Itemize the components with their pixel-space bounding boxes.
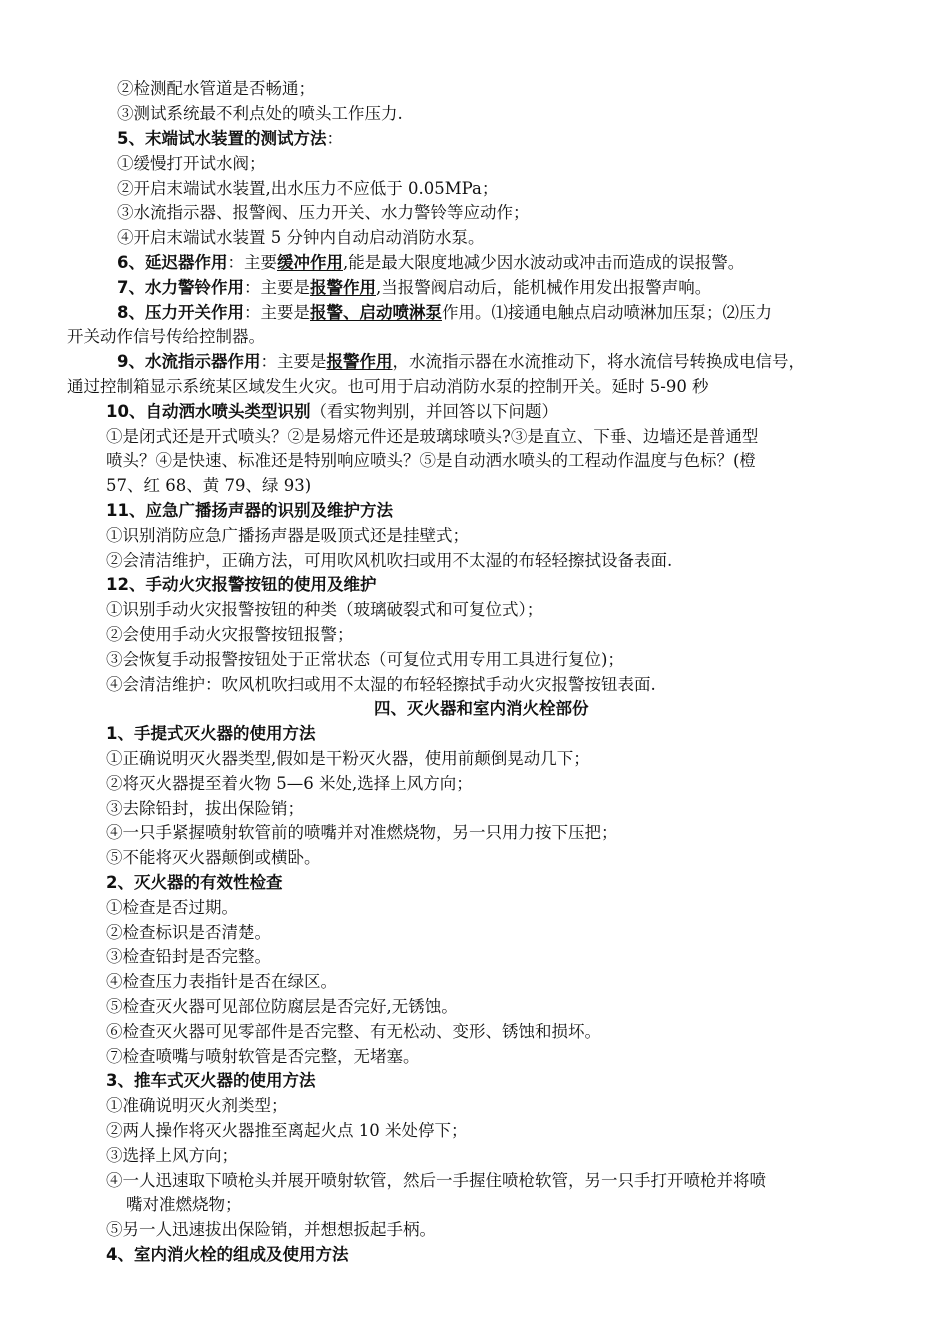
list-item: ④检查压力表指针是否在绿区。 xyxy=(106,972,337,991)
list-item: ①识别消防应急广播扬声器是吸顶式还是挂壁式； xyxy=(106,526,469,545)
list-item: ⑤检查灭火器可见部位防腐层是否完好,无锈蚀。 xyxy=(106,997,458,1016)
list-item: ⑤另一人迅速拔出保险销，并想想扳起手柄。 xyxy=(106,1220,436,1239)
emphasis-text: 缓冲作用 xyxy=(276,253,343,272)
body-text: 作用。⑴接通电触点启动喷淋加压泵；⑵压力 xyxy=(441,303,772,322)
list-item: ⑤不能将灭火器颠倒或横卧。 xyxy=(106,848,321,867)
paragraph xyxy=(117,301,772,325)
body-text: ：主要 xyxy=(227,253,277,272)
list-item: ②开启末端试水装置,出水压力不应低于 0.05MPa； xyxy=(117,179,499,198)
heading-text: 5、末端试水装置的测试方法 xyxy=(117,129,327,148)
section-heading xyxy=(106,400,558,424)
list-item: ①检查是否过期。 xyxy=(106,898,238,917)
list-item: ②两人操作将灭火器推至离起火点 10 米处停下； xyxy=(106,1121,468,1140)
section-heading: 3、推车式灭火器的使用方法 xyxy=(106,1071,316,1090)
heading-colon: ： xyxy=(326,129,343,148)
list-item: ①缓慢打开试水阀； xyxy=(117,154,266,173)
list-item: ③水流指示器、报警阀、压力开关、水力警铃等应动作； xyxy=(117,203,530,222)
emphasis-text: 报警、启动喷淋泵 xyxy=(309,303,442,322)
section-heading: 2、灭火器的有效性检查 xyxy=(106,873,283,892)
list-item: ④一人迅速取下喷枪头并展开喷射软管，然后一手握住喷枪软管，另一只手打开喷枪并将喷 xyxy=(106,1171,766,1190)
section-heading: 1、手提式灭火器的使用方法 xyxy=(106,724,316,743)
heading-text: 7、水力警铃作用 xyxy=(117,278,244,297)
paragraph-continuation: 开关动作信号传给控制器。 xyxy=(67,327,265,346)
list-item: ③去除铅封，拔出保险销； xyxy=(106,799,304,818)
body-text: ：主要是 xyxy=(243,278,310,297)
section-heading: 12、手动火灾报警按钮的使用及维护 xyxy=(106,575,377,594)
list-item: 喷头？④是快速、标准还是特别响应喷头？⑤是自动洒水喷头的工程动作温度与色标？(橙 xyxy=(106,451,756,470)
section-heading xyxy=(117,127,343,151)
heading-text: 8、压力开关作用 xyxy=(117,303,244,322)
heading-text: 10、自动洒水喷头类型识别 xyxy=(106,402,311,421)
list-item: ③测试系统最不利点处的喷头工作压力. xyxy=(117,104,403,123)
paragraph-continuation: 通过控制箱显示系统某区域发生火灾。也可用于启动消防水泵的控制开关。延时 5-90 秒 xyxy=(67,377,709,396)
list-item: ⑥检查灭火器可见零部件是否完整、有无松动、变形、锈蚀和损坏。 xyxy=(106,1022,601,1041)
heading-text: 6、延迟器作用 xyxy=(117,253,228,272)
emphasis-text: 报警作用 xyxy=(326,352,393,371)
list-item: ①是闭式还是开式喷头？②是易熔元件还是玻璃球喷头?③是直立、下垂、边墙还是普通型 xyxy=(106,427,759,446)
body-text: ，水流指示器在水流推动下，将水流信号转换成电信号， xyxy=(392,352,805,371)
heading-text: 9、水流指示器作用 xyxy=(117,352,261,371)
list-item: ①准确说明灭火剂类型； xyxy=(106,1096,288,1115)
list-item: ④一只手紧握喷射软管前的喷嘴并对准燃烧物，另一只用力按下压把； xyxy=(106,823,618,842)
list-item: ②检测配水管道是否畅通； xyxy=(117,79,315,98)
list-item: ②检查标识是否清楚。 xyxy=(106,923,271,942)
list-item: 57、红 68、黄 79、绿 93) xyxy=(106,476,312,495)
section-heading: 11、应急广播扬声器的识别及维护方法 xyxy=(106,501,393,520)
body-text: ,能是最大限度地减少因水波动或冲击而造成的误报警。 xyxy=(342,253,745,272)
emphasis-text: 报警作用 xyxy=(309,278,376,297)
list-item: ③选择上风方向； xyxy=(106,1146,238,1165)
list-item: ⑦检查喷嘴与喷射软管是否完整，无堵塞。 xyxy=(106,1047,420,1066)
heading-note: （看实物判别，并回答以下问题） xyxy=(310,402,558,421)
list-item: ④会清洁维护：吹风机吹扫或用不太湿的布轻轻擦拭手动火灾报警按钮表面. xyxy=(106,675,656,694)
list-item: ②会清洁维护，正确方法，可用吹风机吹扫或用不太湿的布轻轻擦拭设备表面. xyxy=(106,551,673,570)
list-item: ②将灭火器提至着火物 5—6 米处,选择上风方向； xyxy=(106,774,473,793)
list-item: ③会恢复手动报警按钮处于正常状态（可复位式用专用工具进行复位)； xyxy=(106,650,624,669)
paragraph xyxy=(117,276,711,300)
list-item: ①正确说明灭火器类型,假如是干粉灭火器，使用前颠倒晃动几下； xyxy=(106,749,590,768)
section-heading: 4、室内消火栓的组成及使用方法 xyxy=(106,1245,349,1264)
list-item-continuation: 嘴对准燃烧物； xyxy=(126,1195,242,1214)
body-text: ：主要是 xyxy=(243,303,310,322)
paragraph xyxy=(117,350,805,374)
body-text: ,当报警阀启动后，能机械作用发出报警声响。 xyxy=(375,278,712,297)
list-item: ②会使用手动火灾报警按钮报警； xyxy=(106,625,354,644)
chapter-title: 四、灭火器和室内消火栓部份 xyxy=(374,699,589,718)
list-item: ①识别手动火灾报警按钮的种类（玻璃破裂式和可复位式）； xyxy=(106,600,544,619)
list-item: ③检查铅封是否完整。 xyxy=(106,947,271,966)
body-text: ：主要是 xyxy=(260,352,327,371)
paragraph xyxy=(117,251,744,275)
list-item: ④开启末端试水装置 5 分钟内自动启动消防水泵。 xyxy=(117,228,485,247)
